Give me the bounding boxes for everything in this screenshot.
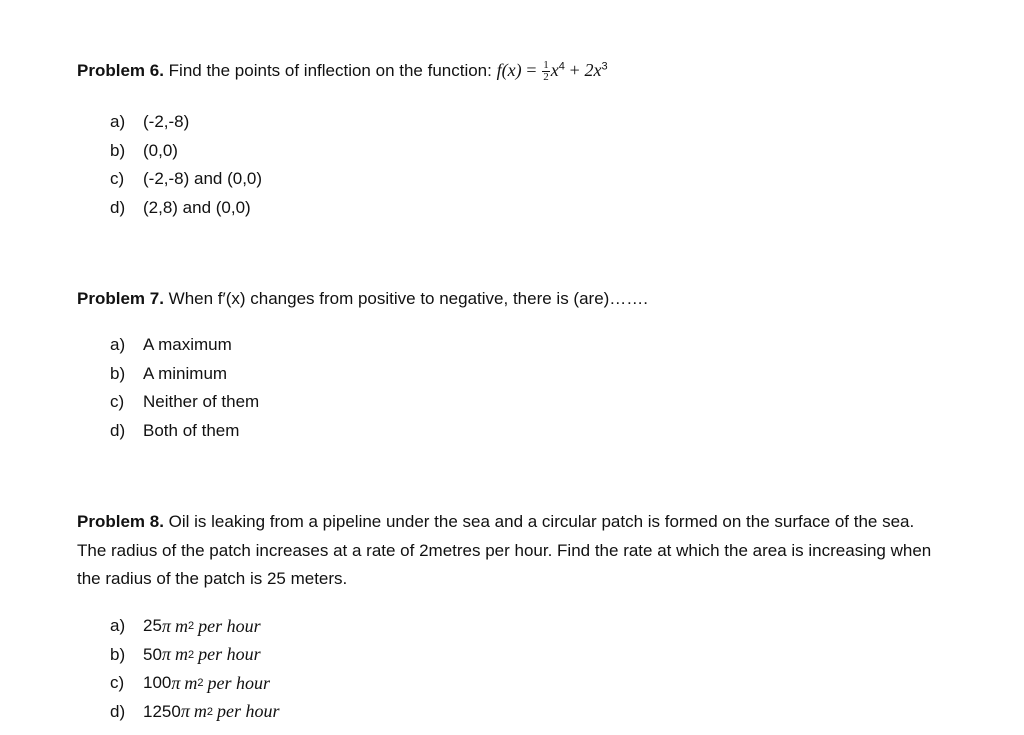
problem-6 xyxy=(77,56,937,86)
problem-6-options xyxy=(110,108,262,222)
problem-6-question: Find the points of inflection on the function: xyxy=(168,61,492,80)
option-text: A maximum xyxy=(143,335,232,355)
pi-symbol: π xyxy=(161,615,171,636)
problem-8-options xyxy=(110,612,279,726)
option-letter: b) xyxy=(110,363,126,383)
function-fraction xyxy=(542,60,550,83)
option-unit: m xyxy=(174,615,188,636)
option-item: b) 50 π m 2 per hour xyxy=(110,644,261,665)
option-text: (0,0) xyxy=(143,140,178,160)
problem-7-label: Problem 7. xyxy=(77,289,164,308)
problem-7 xyxy=(77,285,937,314)
function-equals: = xyxy=(526,60,537,80)
option-item: c) 100 π m 2 per hour xyxy=(110,672,271,693)
problem-6-function xyxy=(496,59,608,84)
problem-8-label: Problem 8. xyxy=(77,512,164,531)
option-item xyxy=(110,194,262,223)
option-unit: m xyxy=(174,644,188,665)
option-text: (-2,-8) xyxy=(143,112,190,132)
option-item xyxy=(110,108,262,137)
fraction-denominator: 2 xyxy=(543,71,549,84)
option-letter: d) xyxy=(110,197,126,217)
option-letter: c) xyxy=(110,392,125,412)
option-letter: a) xyxy=(110,616,126,636)
problem-7-options xyxy=(110,331,259,445)
option-item: d) 1250 π m 2 per hour xyxy=(110,701,280,722)
problem-8 xyxy=(77,508,937,594)
option-coef: 25 xyxy=(143,616,162,636)
problem-6-label: Problem 6. xyxy=(77,61,164,80)
option-text: (-2,-8) and (0,0) xyxy=(143,169,263,189)
option-text: Neither of them xyxy=(143,392,260,412)
function-term1-exp: 4 xyxy=(558,60,565,73)
function-term2: 2x xyxy=(584,60,602,80)
option-rate: per hour xyxy=(207,672,271,693)
function-term1-base: x xyxy=(550,60,559,80)
option-rate: per hour xyxy=(216,701,280,722)
pi-symbol: π xyxy=(180,701,190,722)
fraction-numerator: 1 xyxy=(543,59,549,72)
option-letter: b) xyxy=(110,140,126,160)
option-rate: per hour xyxy=(198,644,261,665)
option-unit: m xyxy=(184,672,198,693)
option-item xyxy=(110,417,259,446)
option-letter: c) xyxy=(110,169,125,189)
option-letter: c) xyxy=(110,673,125,693)
problem-8-question: Oil is leaking from a pipeline under the sea and a circular patch is formed on the surface of the sea. The radius of the patch increases at a rate of 2metres per hour. Find the rate at which the area is increasing when the radius of the patch is 25 meters. xyxy=(77,512,932,588)
function-term2-exp: 3 xyxy=(601,60,608,73)
problem-7-question: When f′(x) changes from positive to negative, there is (are)……. xyxy=(168,289,649,308)
option-text: Both of them xyxy=(143,420,240,440)
option-coef: 100 xyxy=(143,673,172,693)
option-text: (2,8) and (0,0) xyxy=(143,197,251,217)
option-letter: a) xyxy=(110,112,126,132)
function-plus: + xyxy=(569,60,580,80)
option-letter: a) xyxy=(110,335,126,355)
pi-symbol: π xyxy=(161,644,171,665)
option-item xyxy=(110,388,259,417)
option-item xyxy=(110,331,259,360)
function-lhs: f(x) xyxy=(496,60,522,80)
option-letter: d) xyxy=(110,701,126,721)
option-text: A minimum xyxy=(143,363,228,383)
option-letter: d) xyxy=(110,420,126,440)
option-item xyxy=(110,360,259,389)
option-item xyxy=(110,137,262,166)
option-coef: 1250 xyxy=(143,701,181,721)
option-coef: 50 xyxy=(143,644,162,664)
option-rate: per hour xyxy=(198,615,261,636)
option-item: a) 25 π m 2 per hour xyxy=(110,615,261,636)
option-unit: m xyxy=(193,701,207,722)
option-letter: b) xyxy=(110,644,126,664)
pi-symbol: π xyxy=(171,672,181,693)
option-item xyxy=(110,165,262,194)
